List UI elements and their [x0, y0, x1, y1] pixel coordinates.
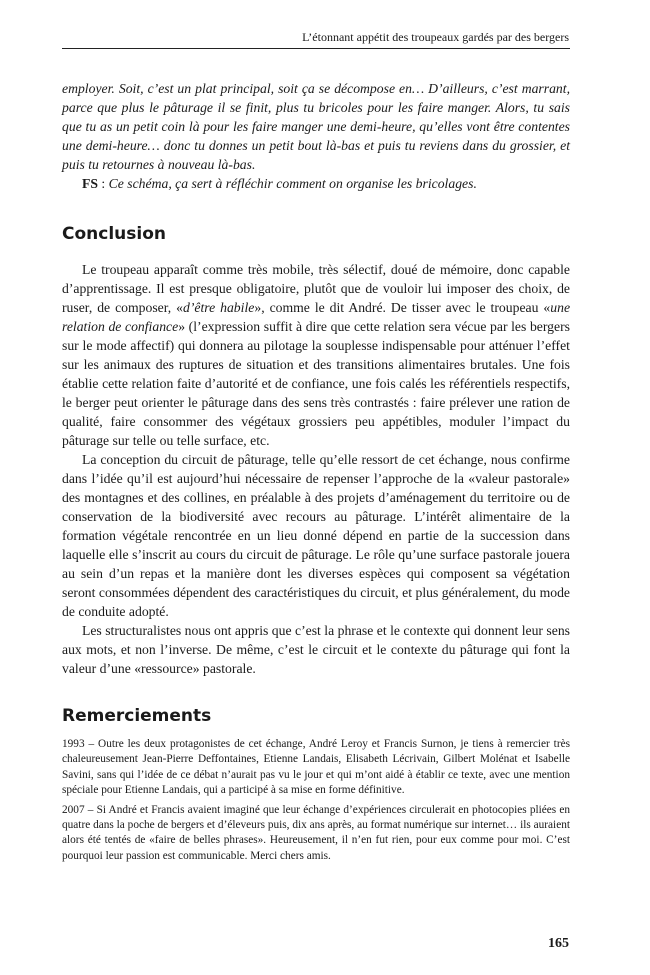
text-run: », comme le dit André. De tisser avec le troupeau « — [254, 300, 551, 315]
text-run: Le troupeau apparaît comme très mobile, très sélectif, doué de mémoire, donc capable d’apprentissage. Il est presque obligatoire, plutôt que de vouloir lui imposer des choix, de ruser, de composer, « — [62, 262, 570, 315]
conclusion-paragraph-2: La conception du circuit de pâturage, telle qu’elle ressort de cet échange, nous confirme dans l’idée qu’il est aujourd’hui nécessaire de repenser l’approche de la «valeur pastorale» des montagnes et des collines, en préalable à des projets d’aménagement du territoire ou de conservation de la biodiversité avec recours au pâturage. L’intérêt alimentaire de la formation végétale rencontrée en un lieu donné dépend en partie de la succession dans laquelle elle s’inscrit au cours du circuit de pâturage. Le rôle qu’une surface pastorale jouera au sein d’un repas et la manière dont les diverses espèces qui composent sa végétation seront consommées dépendent des caractéristiques du circuit, et plus généralement, du mode de conduite adopté. — [62, 452, 570, 619]
page-body — [62, 79, 570, 864]
text-run: » (l’expression suffit à dire que cette relation sera vécue par les bergers sur le mode affectif) qui donnera au pilotage la souplesse indispensable pour atténuer l’effet sur les animaux des ruptures de situation et des transitions alimentaires brutales. Une fois établie cette relation faite d’autorité et de confiance, une fois calés les référentiels respectifs, le berger peut orienter le pâturage dans des sens très contrastés : faire prélever une ration de qualité, faire consommer des végétaux grossiers peu appétibles, moduler l’impact du pâturage sur telle ou telle surface, etc. — [62, 319, 570, 448]
interview-quote: employer. Soit, c’est un plat principal, soit ça se décompose en… D’ailleurs, c’est marrant, parce que plus le pâturage il se finit, plus tu bricoles pour les faire manger. Alors, tu sais que tu as un petit coin là pour les faire manger une demi-heure, qu’elles vont être contentes une demi-heure… donc tu donnes un petit bout là-bas et puis tu reviens dans du grossier, et puis tu retournes à nouveau là-bas. — [62, 81, 570, 172]
section-heading-conclusion: Conclusion — [62, 224, 166, 244]
speaker-label: FS — [82, 176, 98, 191]
acknowledgement-1993: 1993 – Outre les deux protagonistes de cet échange, André Leroy et Francis Surnon, je tiens à remercier très chaleureusement Jean-Pierre Deffontaines, Etienne Landais, Elisabeth Lécrivain, Gilbert Molénat et Isabelle Savini, sans qui l’idée de ce débat n’aurait pas vu le jour et qui m’ont aidé à établir ce texte, avec une mention spéciale pour Etienne Landais, qui a participé à sa mise en forme définitive. — [62, 738, 570, 797]
conclusion-paragraph-3: Les structuralistes nous ont appris que c’est la phrase et le contexte qui donnent leur sens aux mots, et non l’inverse. De même, c’est le circuit et le contexte du pâturage qui font la valeur d’une «ressource» pastorale. — [62, 623, 570, 676]
conclusion-paragraph-1 — [62, 260, 570, 450]
section-heading-remerciements: Remerciements — [62, 706, 212, 726]
acknowledgement-2007: 2007 – Si André et Francis avaient imaginé que leur échange d’expériences circulerait en photocopies pliées en quatre dans la poche de bergers et d’éleveurs puis, dix ans après, au format numérique sur internet… ils auraient alors été tentés de «faire de belles phrases». Heureusement, il n’en fut rien, pour eux comme pour moi. C’est pourquoi leur passion est communicable. Merci chers amis. — [62, 803, 570, 862]
header-rule — [62, 48, 570, 49]
page-number: 165 — [548, 936, 569, 951]
running-header: L’étonnant appétit des troupeaux gardés par des bergers — [302, 30, 569, 44]
fs-remark: FS : Ce schéma, ça sert à réfléchir comment on organise les bricolages. — [82, 176, 477, 191]
fs-remark-text: Ce schéma, ça sert à réfléchir comment on organise les bricolages. — [108, 176, 477, 191]
emphasis: d’être habile — [182, 300, 255, 315]
emphasis: une relation de confiance — [62, 300, 571, 334]
